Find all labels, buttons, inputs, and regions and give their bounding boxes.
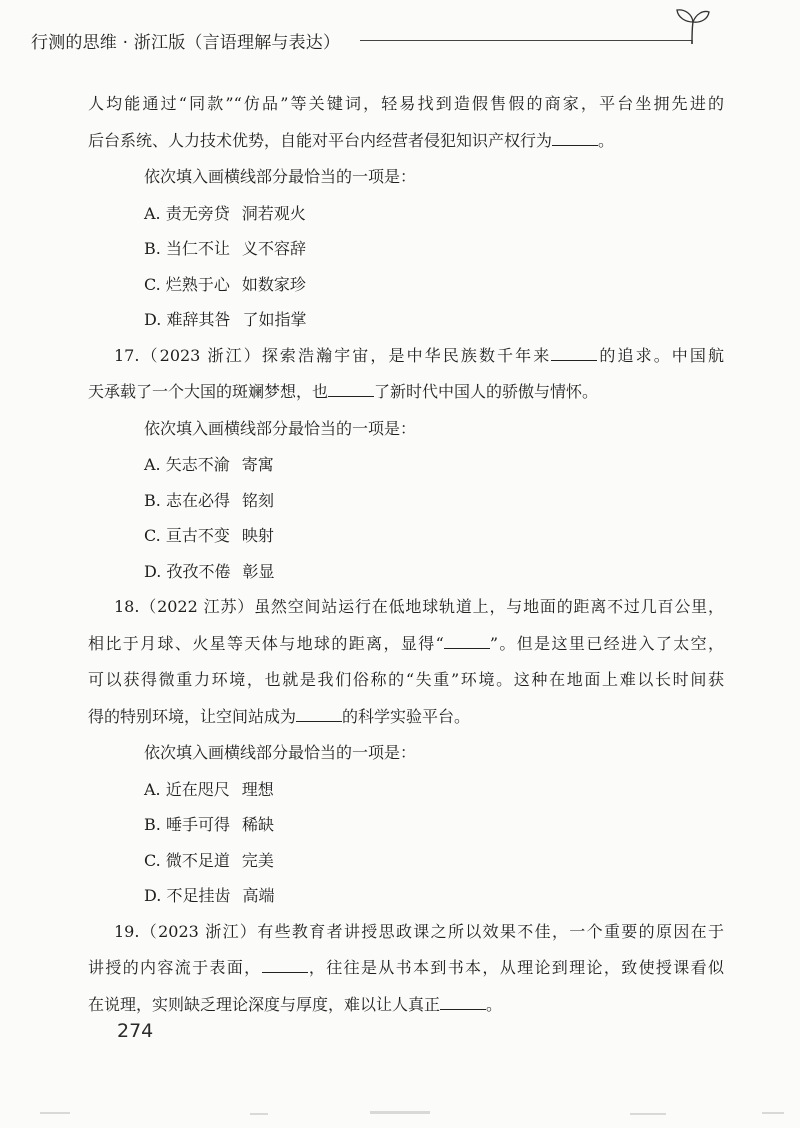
answer-blank: [262, 972, 308, 973]
answer-blank: [552, 145, 598, 146]
option-c[interactable]: C. 亘古不变 映射: [144, 526, 274, 545]
stem-line: 17.（2023 浙江）探索浩瀚宇宙，是中华民族数千年来 的追求。中国航: [114, 345, 724, 365]
instruction: 依次填入画横线部分最恰当的一项是：: [144, 167, 417, 186]
scan-speck: [630, 1113, 666, 1115]
scan-speck: [762, 1112, 784, 1114]
stem-line: 在说理，实则缺乏理论深度与厚度，难以让人真正 。: [88, 994, 503, 1014]
answer-blank: [296, 721, 342, 722]
option-d[interactable]: D. 不足挂齿 高端: [144, 886, 275, 905]
option-a[interactable]: A. 矢志不渝 寄寓: [144, 455, 274, 474]
stem-line: 讲授的内容流于表面， ，往往是从书本到书本，从理论到理论，致使授课看似: [88, 958, 724, 977]
answer-blank: [328, 396, 374, 397]
stem-line: 相比于月球、火星等天体与地球的距离，显得“ ”。但是这里已经进入了太空，: [88, 633, 724, 653]
running-header: [0, 0, 800, 70]
question-16-tail: [88, 86, 724, 338]
scan-speck: [250, 1113, 268, 1115]
instruction: 依次填入画横线部分最恰当的一项是：: [144, 743, 417, 762]
stem-line: 人均能通过“同款”“仿品”等关键词，轻易找到造假售假的商家，平台坐拥先进的: [88, 94, 724, 113]
answer-blank: [551, 360, 597, 361]
question-17: [88, 338, 724, 590]
option-b[interactable]: B. 当仁不让 义不容辞: [144, 239, 306, 258]
answer-blank: [444, 648, 490, 649]
stem-line: 18.（2022 江苏）虽然空间站运行在低地球轨道上，与地面的距离不过几百公里，: [114, 597, 724, 616]
option-b[interactable]: B. 唾手可得 稀缺: [144, 815, 274, 834]
option-a[interactable]: A. 近在咫尺 理想: [144, 779, 274, 799]
option-b[interactable]: B. 志在必得 铭刻: [144, 490, 274, 510]
answer-blank: [440, 1009, 486, 1010]
stem-line: 天承载了一个大国的斑斓梦想，也 了新时代中国人的骄傲与情怀。: [88, 382, 599, 401]
stem-line: 19.（2023 浙江）有些教育者讲授思政课之所以效果不佳，一个重要的原因在于: [114, 921, 724, 941]
stem-line: 可以获得微重力环境，也就是我们俗称的“失重”环境。这种在地面上难以长时间获: [88, 670, 724, 689]
scan-speck: [370, 1111, 430, 1114]
scan-speck: [40, 1112, 70, 1114]
header-rule: [360, 40, 692, 41]
question-18: [88, 589, 724, 914]
question-19: [88, 914, 724, 1024]
option-c[interactable]: C. 微不足道 完美: [144, 850, 274, 870]
page-number: 274: [117, 1020, 154, 1042]
page-content: [88, 86, 724, 1023]
sprout-icon: [672, 4, 712, 46]
instruction: 依次填入画横线部分最恰当的一项是：: [144, 418, 417, 438]
header-title: 行测的思维 · 浙江版（言语理解与表达）: [31, 33, 341, 53]
option-d[interactable]: D. 孜孜不倦 彰显: [144, 561, 275, 581]
stem-line: 后台系统、人力技术优势，自能对平台内经营者侵犯知识产权行为 。: [88, 130, 615, 150]
option-c[interactable]: C. 烂熟于心 如数家珍: [144, 274, 306, 294]
option-a[interactable]: A. 责无旁贷 洞若观火: [144, 203, 306, 223]
option-d[interactable]: D. 难辞其咎 了如指掌: [144, 310, 307, 329]
stem-line: 得的特别环境，让空间站成为 的科学实验平台。: [88, 706, 471, 726]
